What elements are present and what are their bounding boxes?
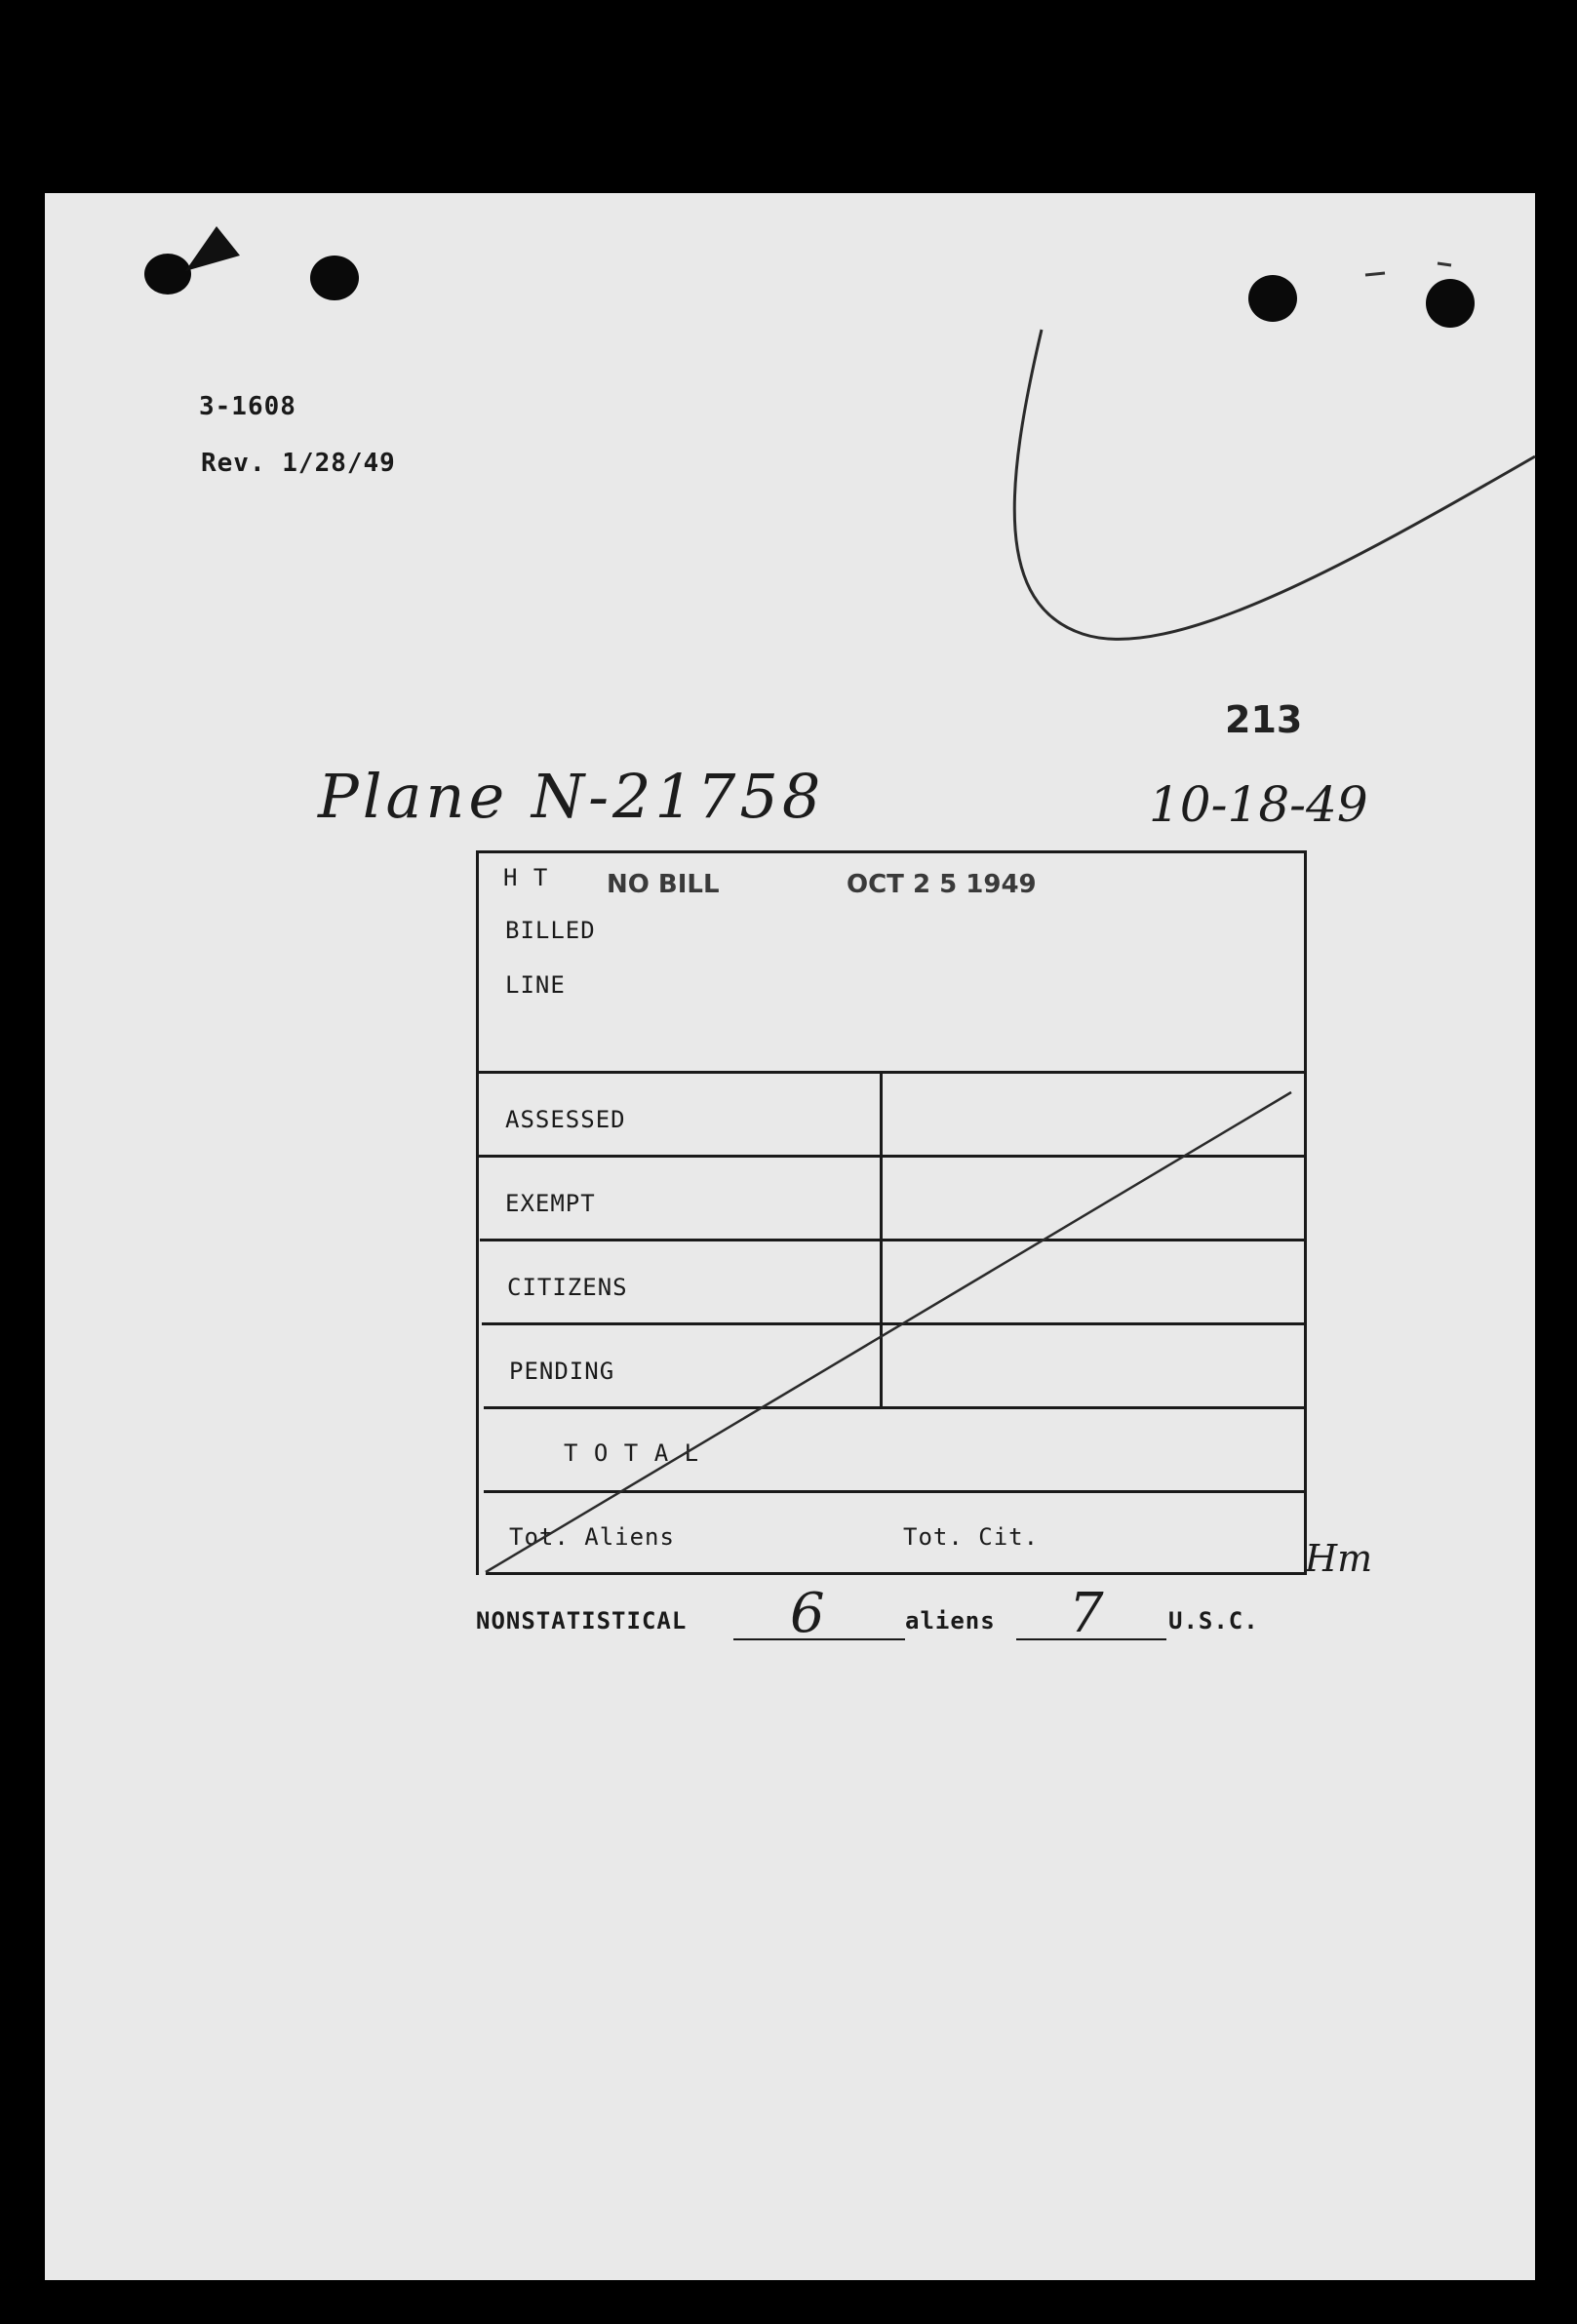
form-revision: Rev. 1/28/49 xyxy=(201,449,396,478)
column-divider xyxy=(880,1071,883,1408)
label-nonstatistical: NONSTATISTICAL xyxy=(476,1607,688,1635)
label-line: LINE xyxy=(505,971,566,999)
row-divider-1 xyxy=(476,1155,1307,1158)
row-divider-3 xyxy=(482,1322,1307,1325)
label-billed: BILLED xyxy=(505,917,596,944)
handwritten-usc-count: 7 xyxy=(1069,1582,1104,1645)
row-divider-header xyxy=(476,1071,1307,1074)
row-divider-5 xyxy=(484,1490,1307,1493)
label-usc: U.S.C. xyxy=(1168,1607,1259,1635)
form-table xyxy=(476,850,1307,1576)
punch-hole-left-1 xyxy=(144,254,191,295)
punch-hole-right-2 xyxy=(1426,279,1475,328)
table-border-right xyxy=(1304,850,1307,1575)
table-border-bottom xyxy=(486,1572,1307,1575)
table-border-top xyxy=(476,850,1307,853)
row-divider-4 xyxy=(484,1406,1307,1409)
handwritten-aliens-count: 6 xyxy=(790,1582,825,1645)
label-assessed: ASSESSED xyxy=(505,1106,626,1133)
punch-hole-left-2 xyxy=(310,256,359,300)
handwritten-initials: Hm xyxy=(1305,1537,1373,1580)
table-border-left xyxy=(476,850,479,1575)
date-stamp: OCT 2 5 1949 xyxy=(847,870,1037,899)
no-bill-stamp: NO BILL xyxy=(607,870,720,899)
punch-hole-right-1 xyxy=(1248,275,1297,322)
label-citizens: CITIZENS xyxy=(507,1274,628,1301)
label-ht: H T xyxy=(503,864,549,891)
label-exempt: EXEMPT xyxy=(505,1190,596,1217)
page-number-stamp: 213 xyxy=(1225,698,1303,741)
form-number: 3-1608 xyxy=(199,392,296,421)
label-tot-cit: Tot. Cit. xyxy=(903,1523,1040,1551)
label-tot-aliens: Tot. Aliens xyxy=(509,1523,675,1551)
handwritten-plane: Plane N-21758 xyxy=(318,761,825,832)
label-aliens: aliens xyxy=(905,1607,996,1635)
handwritten-date: 10-18-49 xyxy=(1149,776,1368,833)
label-pending: PENDING xyxy=(509,1358,615,1385)
label-total: T O T A L xyxy=(564,1439,700,1467)
row-divider-2 xyxy=(480,1239,1307,1241)
